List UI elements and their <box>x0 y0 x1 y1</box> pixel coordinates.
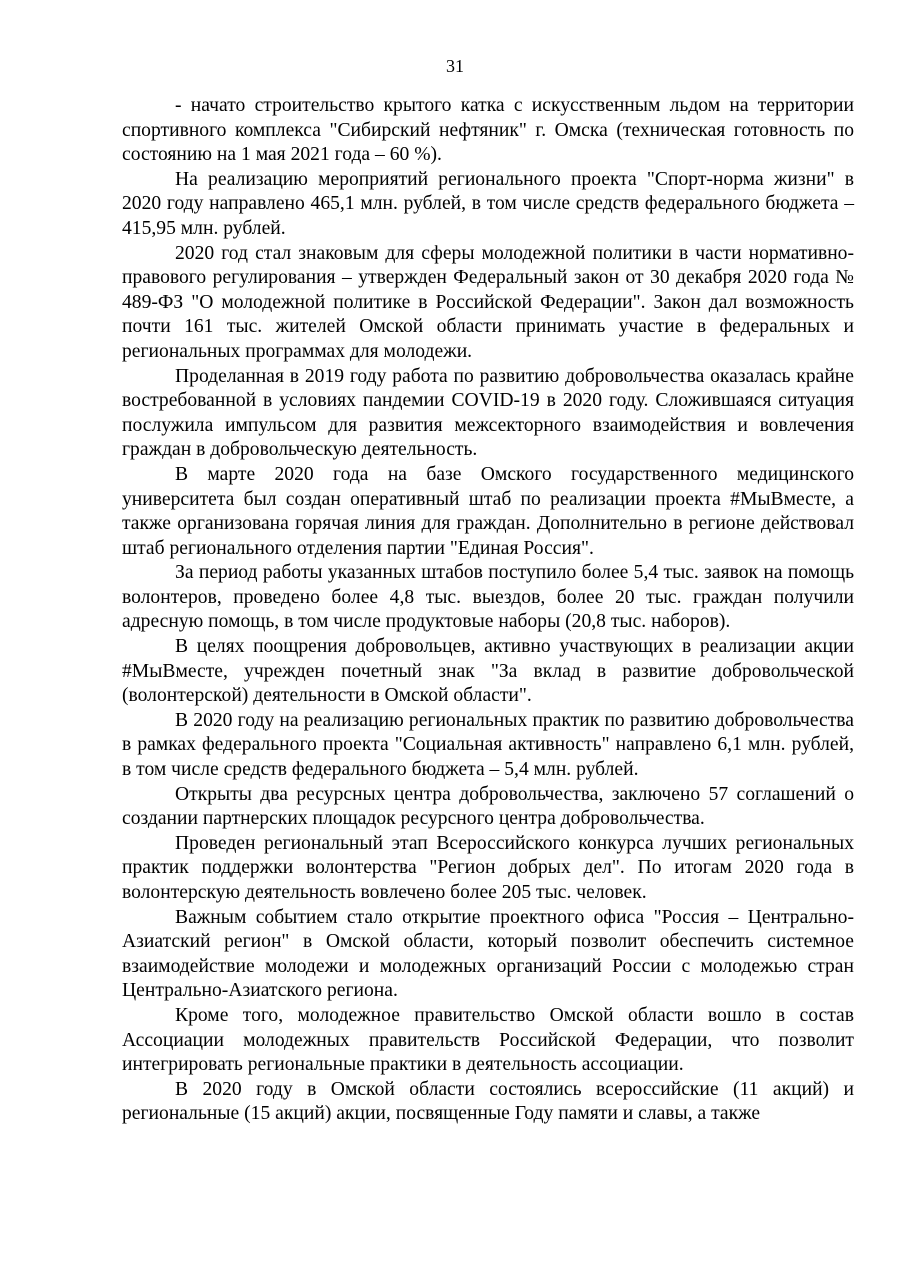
paragraph-sport-norm-funding: На реализацию мероприятий регионального проекта "Спорт-норма жизни" в 2020 году направлено 465,1 млн. рублей, в том числе средств федерального бюджета – 415,95 млн. рублей. <box>122 168 854 239</box>
paragraph-youth-government: Кроме того, молодежное правительство Омской области вошло в состав Ассоциации молодежных правительств Российской Федерации, что позволит интегрировать региональные практики в деятельность ассоциации. <box>122 1004 854 1076</box>
paragraph-skating-rink: - начато строительство крытого катка с искусственным льдом на территории спортивного комплекса "Сибирский нефтяник" г. Омска (техническая готовность по состоянию на 1 мая 2021 года – 60 %). <box>122 95 854 166</box>
paragraph-volunteering-covid: Проделанная в 2019 году работа по развитию добровольчества оказалась крайне востребованной в условиях пандемии COVID-19 в 2020 году. Сложившаяся ситуация послужила импульсом для развития межсекторного взаимодействия и вовлечения граждан в добровольческую деятельность. <box>122 365 854 461</box>
paragraph-project-office: Важным событием стало открытие проектного офиса "Россия – Центрально-Азиатский регион" в Омской области, который позволит обеспечить системное взаимодействие молодежи и молодежных организаций России с молодежью стран Центрально-Азиатского региона. <box>122 906 854 1002</box>
paragraph-operational-hq: В марте 2020 года на базе Омского государственного медицинского университета был создан оперативный штаб по реализации проекта #МыВместе, а также организована горячая линия для граждан. Дополнительно в регионе действовал штаб регионального отделения партии "Единая Россия". <box>122 463 854 559</box>
paragraph-honorary-badge: В целях поощрения добровольцев, активно участвующих в реализации акции #МыВместе, учрежден почетный знак "За вклад в развитие добровольческой (волонтерской) деятельности в Омской области". <box>122 636 854 707</box>
paragraph-hq-results: За период работы указанных штабов поступило более 5,4 тыс. заявок на помощь волонтеров, проведено более 4,8 тыс. выездов, более 20 тыс. граждан получили адресную помощь, в том числе продуктовые наборы (20,8 тыс. наборов). <box>122 562 854 633</box>
document-body <box>122 94 854 1127</box>
paragraph-memory-year-actions: В 2020 году в Омской области состоялись всероссийские (11 акций) и региональные (15 акций) акции, посвященные Году памяти и славы, а также <box>122 1078 854 1125</box>
paragraph-good-deeds-contest: Проведен региональный этап Всероссийского конкурса лучших региональных практик поддержки волонтерства "Регион добрых дел". По итогам 2020 года в волонтерскую деятельность вовлечено более 205 тыс. человек. <box>122 832 854 903</box>
paragraph-youth-policy-law: 2020 год стал знаковым для сферы молодежной политики в части нормативно-правового регулирования – утвержден Федеральный закон от 30 декабря 2020 года № 489-ФЗ "О молодежной политике в Российской Федерации". Закон дал возможность почти 161 тыс. жителей Омской области принимать участие в федеральных и региональных программах для молодежи. <box>122 242 854 362</box>
page-number: 31 <box>446 56 464 76</box>
paragraph-resource-centers: Открыты два ресурсных центра добровольчества, заключено 57 соглашений о создании партнерских площадок ресурсного центра добровольчества. <box>122 783 854 830</box>
paragraph-social-activity-funding: В 2020 году на реализацию региональных практик по развитию добровольчества в рамках федерального проекта "Социальная активность" направлено 6,1 млн. рублей, в том числе средств федерального бюджета – 5,4 млн. рублей. <box>122 709 854 781</box>
